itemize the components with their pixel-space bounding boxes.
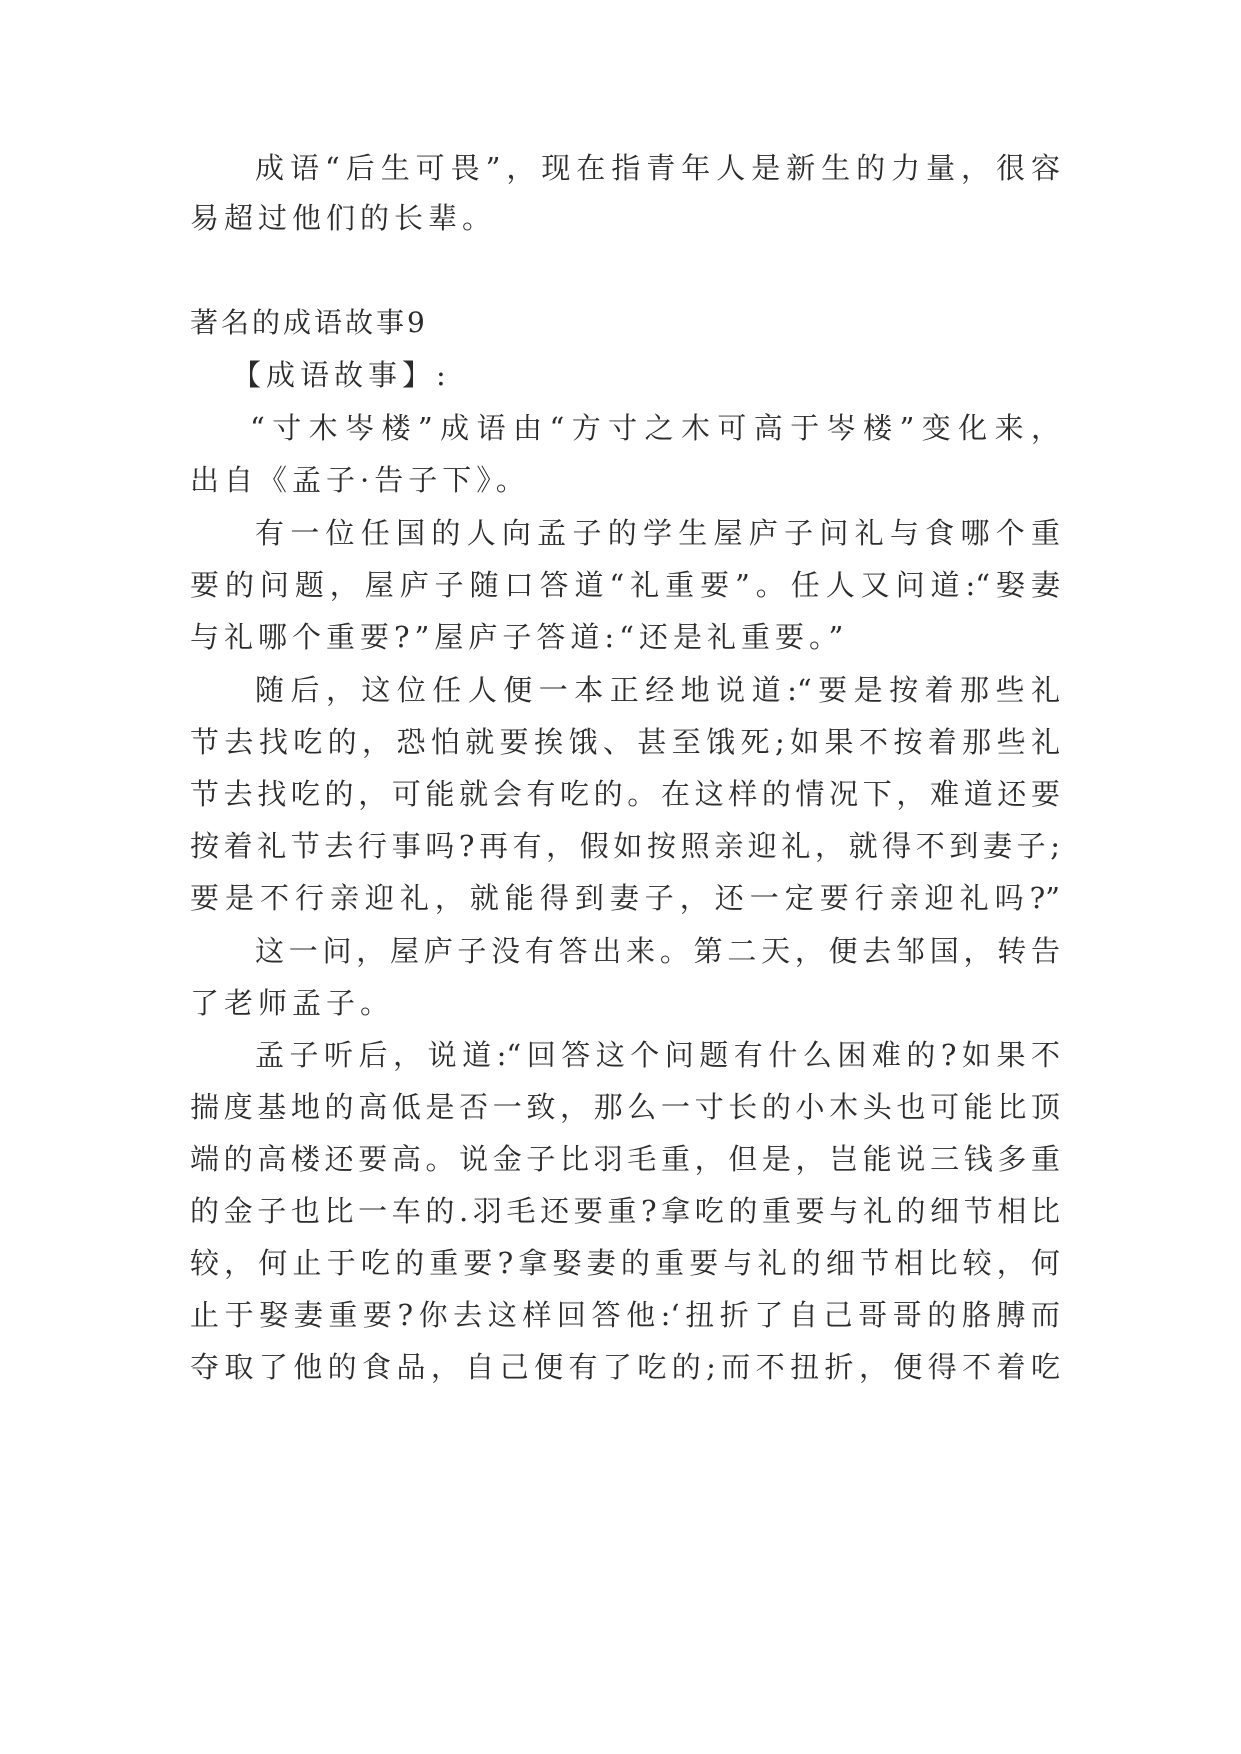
mencius-line-6: 止于娶妻重要?你去这样回答他:‘扭折了自己哥哥的胳膊而 [190, 1298, 1060, 1332]
follow-line-2: 节去找吃的，恐怕就要挨饿、甚至饿死;如果不按着那些礼 [190, 725, 1060, 759]
mencius-line-2: 揣度基地的高低是否一致，那么一寸长的小木头也可能比顶 [190, 1090, 1060, 1124]
question-line-3: 与礼哪个重要?”屋庐子答道:“还是礼重要。” [190, 620, 849, 654]
intro-line-2: 易超过他们的长辈。 [190, 201, 497, 235]
mencius-line-4: 的金子也比一车的.羽毛还要重?拿吃的重要与礼的细节相比 [190, 1194, 1060, 1228]
origin-line-1: “寸木岑楼”成语由“方寸之木可高于岑楼”变化来， [250, 411, 1060, 445]
mencius-line-3: 端的高楼还要高。说金子比羽毛重，但是，岂能说三钱多重 [190, 1142, 1060, 1176]
origin-line-2: 出自《孟子·告子下》。 [190, 463, 530, 497]
question-line-2: 要的问题，屋庐子随口答道“礼重要”。任人又问道:“娶妻 [190, 568, 1060, 602]
follow-line-3: 节去找吃的，可能就会有吃的。在这样的情况下，难道还要 [190, 777, 1060, 811]
question-line-1: 有一位任国的人向孟子的学生屋庐子问礼与食哪个重 [255, 516, 1060, 550]
mencius-line-5: 较，何止于吃的重要?拿娶妻的重要与礼的细节相比较，何 [190, 1246, 1060, 1280]
report-line-2: 了老师孟子。 [190, 986, 395, 1020]
story-label: 【成语故事】: [232, 358, 451, 392]
intro-line-1: 成语“后生可畏”，现在指青年人是新生的力量，很容 [255, 151, 1060, 185]
follow-line-1: 随后，这位任人便一本正经地说道:“要是按着那些礼 [255, 673, 1060, 707]
section-title: 著名的成语故事9 [190, 306, 428, 339]
mencius-line-1: 孟子听后，说道:“回答这个问题有什么困难的?如果不 [255, 1038, 1060, 1072]
mencius-line-7: 夺取了他的食品，自己便有了吃的;而不扭折，便得不着吃 [190, 1350, 1060, 1384]
follow-line-5: 要是不行亲迎礼，就能得到妻子，还一定要行亲迎礼吗?” [190, 881, 1060, 915]
follow-line-4: 按着礼节去行事吗?再有，假如按照亲迎礼，就得不到妻子; [190, 829, 1060, 863]
report-line-1: 这一问，屋庐子没有答出来。第二天，便去邹国，转告 [255, 934, 1060, 968]
